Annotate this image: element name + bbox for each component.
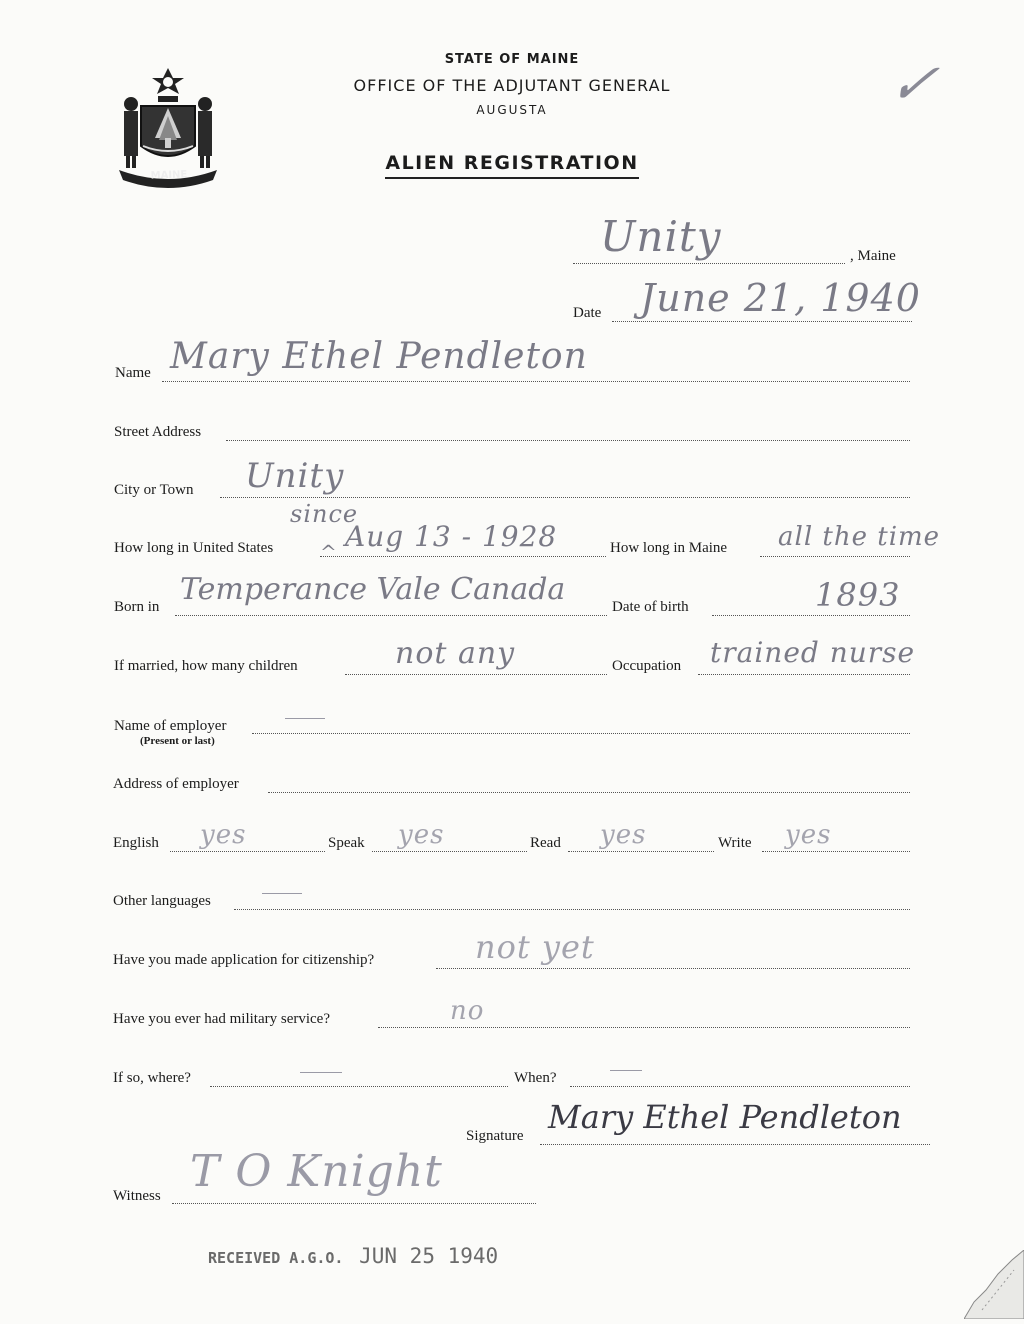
street-line <box>226 440 910 441</box>
employer-dash <box>285 718 325 719</box>
date-line <box>612 321 912 322</box>
name-line <box>162 381 910 382</box>
received-stamp-label: RECEIVED A.G.O. <box>208 1249 344 1267</box>
name-label: Name <box>115 365 151 381</box>
how-long-us-caret: ^ <box>320 540 338 564</box>
received-stamp <box>208 1244 498 1268</box>
how-long-us-value: Aug 13 - 1928 <box>345 520 558 553</box>
where-line <box>210 1086 508 1087</box>
employer-address-line <box>268 792 910 793</box>
speak-label: Speak <box>328 835 365 851</box>
witness-value: T O Knight <box>190 1146 443 1197</box>
city-line <box>220 497 910 498</box>
employer-address-label: Address of employer <box>113 776 239 792</box>
english-line <box>170 851 325 852</box>
other-languages-dash <box>262 893 302 894</box>
military-label: Have you ever had military service? <box>113 1011 330 1027</box>
witness-line <box>172 1203 536 1204</box>
military-line <box>378 1027 910 1028</box>
where-label: If so, where? <box>113 1070 191 1086</box>
read-line <box>568 851 714 852</box>
citizenship-line <box>436 968 910 969</box>
citizenship-label: Have you made application for citizenship? <box>113 952 375 968</box>
torn-corner <box>964 1250 1024 1319</box>
write-value: yes <box>785 820 832 850</box>
place-suffix: , Maine <box>850 248 896 264</box>
children-line <box>345 674 607 675</box>
header-office: OFFICE OF THE ADJUTANT GENERAL <box>353 76 671 95</box>
signature-label: Signature <box>466 1128 524 1144</box>
when-line <box>570 1086 910 1087</box>
witness-label: Witness <box>113 1188 161 1204</box>
english-label: English <box>113 835 159 851</box>
military-value: no <box>450 996 485 1026</box>
street-label: Street Address <box>114 424 202 440</box>
english-value: yes <box>200 820 247 850</box>
employer-sublabel: (Present or last) <box>140 735 215 747</box>
how-long-maine-value: all the time <box>778 522 941 552</box>
header-city: AUGUSTA <box>476 103 548 117</box>
page-title-text: ALIEN REGISTRATION <box>385 152 638 179</box>
date-label: Date <box>573 305 602 321</box>
speak-line <box>372 851 527 852</box>
employer-label: Name of employer <box>114 718 227 734</box>
write-line <box>762 851 910 852</box>
how-long-maine-line <box>760 556 910 557</box>
check-mark: ✓ <box>883 52 945 117</box>
place-value: Unity <box>600 212 722 261</box>
when-label: When? <box>514 1070 557 1086</box>
read-value: yes <box>600 820 647 850</box>
how-long-us-since: since <box>290 500 359 528</box>
born-in-value: Temperance Vale Canada <box>180 572 566 607</box>
place-line <box>573 263 845 264</box>
city-label: City or Town <box>114 482 194 498</box>
header-state: STATE OF MAINE <box>444 52 580 67</box>
dob-value: 1893 <box>815 576 901 614</box>
occupation-value: trained nurse <box>710 636 916 669</box>
when-dash <box>610 1070 642 1071</box>
occupation-label: Occupation <box>612 658 682 674</box>
occupation-line <box>698 674 910 675</box>
born-in-line <box>175 615 607 616</box>
signature-line <box>540 1144 930 1145</box>
other-languages-label: Other languages <box>113 893 211 909</box>
citizenship-value: not yet <box>475 928 595 966</box>
seal-banner-text: MAINE <box>150 169 188 182</box>
city-value: Unity <box>245 456 345 496</box>
signature-value: Mary Ethel Pendleton <box>548 1098 902 1136</box>
how-long-us-line <box>320 556 606 557</box>
children-value: not any <box>395 636 516 671</box>
date-value: June 21, 1940 <box>640 276 921 320</box>
how-long-maine-label: How long in Maine <box>610 540 728 556</box>
name-value: Mary Ethel Pendleton <box>170 336 588 377</box>
dob-line <box>712 615 910 616</box>
born-in-label: Born in <box>114 599 160 615</box>
received-stamp-date: JUN 25 1940 <box>359 1244 499 1268</box>
page-title <box>0 152 1024 174</box>
write-label: Write <box>718 835 752 851</box>
other-languages-line <box>234 909 910 910</box>
dob-label: Date of birth <box>612 599 689 615</box>
employer-line <box>252 733 910 734</box>
speak-value: yes <box>398 820 445 850</box>
children-label: If married, how many children <box>114 658 298 674</box>
where-dash <box>300 1072 342 1073</box>
read-label: Read <box>530 835 561 851</box>
how-long-us-label: How long in United States <box>114 540 274 556</box>
